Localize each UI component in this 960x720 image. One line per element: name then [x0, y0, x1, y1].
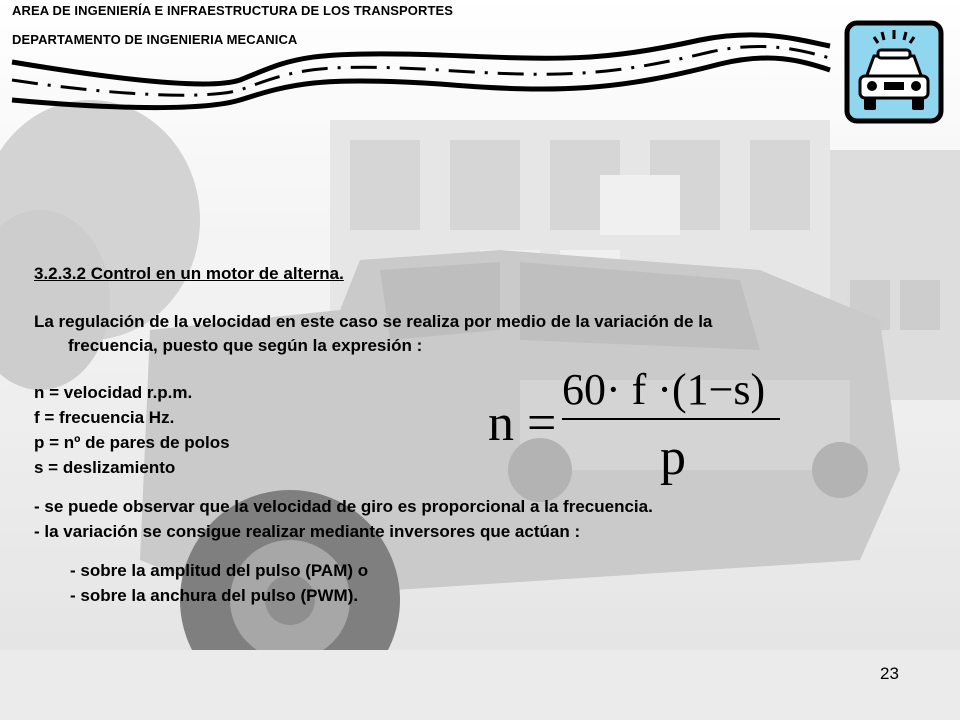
notes-list	[34, 495, 926, 545]
sub-item: - sobre la anchura del pulso (PWM).	[70, 586, 359, 605]
definition-item: s = deslizamiento	[34, 458, 176, 477]
page-number: 23	[880, 664, 899, 683]
header-department-title: DEPARTAMENTO DE INGENIERIA MECANICA	[12, 32, 298, 47]
note-item: - se puede observar que la velocidad de giro es proporcional a la frecuencia.	[34, 497, 653, 516]
definition-item: p = nº de pares de polos	[34, 433, 230, 452]
intro-line-1: La regulación de la velocidad en este caso se realiza por medio de la variación de la	[34, 312, 713, 331]
car-icon	[844, 20, 944, 124]
sub-item: - sobre la amplitud del pulso (PAM) o	[70, 561, 369, 580]
intro-paragraph	[34, 310, 926, 358]
sub-items-list	[34, 559, 926, 609]
formula-lhs: n =	[488, 395, 557, 452]
note-item: - la variación se consigue realizar mediante inversores que actúan :	[34, 522, 581, 541]
intro-line-2: frecuencia, puesto que según la expresión :	[68, 336, 423, 355]
formula-numerator: 60· f ·(1−s)	[562, 365, 766, 414]
road-graphic	[0, 0, 960, 140]
definition-item: f = frecuencia Hz.	[34, 408, 175, 427]
section-title: 3.2.3.2 Control en un motor de alterna.	[34, 264, 344, 283]
formula-denominator: p	[660, 429, 686, 486]
speed-formula	[480, 362, 800, 492]
definition-item: n = velocidad r.p.m.	[34, 383, 193, 402]
header-area-title: AREA DE INGENIERÍA E INFRAESTRUCTURA DE LOS TRANSPORTES	[12, 3, 454, 18]
